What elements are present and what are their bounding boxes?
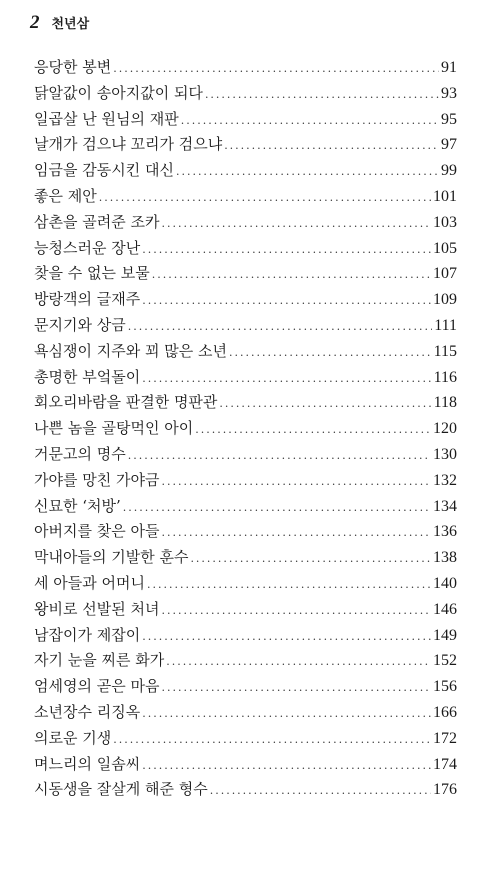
dot-leader [123, 501, 431, 514]
toc-entry [34, 778, 457, 804]
toc-entry-title: 능청스러운 장난 [34, 238, 141, 257]
toc-entry-page: 152 [433, 652, 457, 670]
toc-entry-page: 115 [433, 342, 457, 360]
dot-leader [128, 320, 432, 333]
toc-entry-title: 왕비로 선발된 처녀 [34, 599, 160, 618]
dot-leader [99, 191, 431, 204]
toc-entry-page: 134 [433, 497, 457, 515]
dot-leader [181, 114, 439, 127]
toc-entry [34, 753, 457, 779]
toc-entry [34, 391, 457, 417]
toc-entry-title: 삼촌을 골려준 조카 [34, 212, 160, 231]
dot-leader [142, 759, 431, 772]
toc-entry [34, 159, 457, 185]
toc-entry-page: 149 [433, 626, 457, 644]
toc-entry-title: 나쁜 놈을 골탕먹인 아이 [34, 419, 194, 438]
toc-entry [34, 701, 457, 727]
dot-leader [219, 397, 431, 410]
toc-entry-page: 111 [434, 316, 457, 334]
toc-entry [34, 56, 457, 82]
toc-entry [34, 649, 457, 675]
toc-entry [34, 288, 457, 314]
toc-entry [34, 417, 457, 443]
dot-leader [142, 294, 431, 307]
toc-entry-title: 좋은 제안 [34, 186, 97, 205]
toc-entry-title: 남잡이가 제잡이 [34, 625, 141, 644]
dot-leader [224, 139, 439, 152]
dot-leader [128, 449, 431, 462]
dot-leader [152, 268, 431, 281]
toc-entry-title: 시동생을 잘살게 해준 형수 [34, 780, 208, 799]
toc-entry-title: 응당한 봉변 [34, 58, 112, 76]
dot-leader [161, 217, 431, 230]
toc-entry-page: 109 [433, 291, 457, 309]
toc-entry-title: 찾을 수 없는 보물 [34, 264, 150, 283]
toc-entry-page: 136 [433, 523, 457, 541]
toc-entry-page: 138 [433, 549, 457, 567]
toc-entry [34, 469, 457, 495]
dot-leader [142, 630, 431, 643]
toc-entry [34, 366, 457, 392]
toc-entry-page: 172 [433, 729, 457, 747]
toc-entry [34, 546, 457, 572]
toc-entry-title: 욕심쟁이 지주와 꾀 많은 소년 [34, 341, 227, 360]
toc-entry [34, 520, 457, 546]
page-number: 2 [30, 12, 40, 33]
toc-entry-title: 막내아들의 기발한 훈수 [34, 548, 189, 567]
toc-entry-page: 105 [433, 239, 457, 257]
toc-entry [34, 727, 457, 753]
dot-leader [161, 604, 431, 617]
toc-entry-title: 총명한 부엌돌이 [34, 367, 141, 386]
toc-entry [34, 624, 457, 650]
dot-leader [113, 62, 439, 75]
toc-entry-title: 날개가 검으냐 꼬리가 검으냐 [34, 135, 223, 154]
toc-entry-title: 소년장수 리징옥 [34, 702, 141, 721]
dot-leader [190, 552, 431, 565]
toc-entry-page: 91 [441, 59, 457, 76]
toc-entry-title: 의로운 기생 [34, 728, 112, 747]
toc-entry-title: 거문고의 명수 [34, 444, 126, 463]
dot-leader [147, 578, 431, 591]
toc-entry-title: 방랑객의 글재주 [34, 290, 141, 309]
dot-leader [229, 346, 432, 359]
dot-leader [142, 707, 431, 720]
toc-entry-title: 회오리바람을 판결한 명판관 [34, 393, 218, 412]
toc-entry-title: 자기 눈을 찌른 화가 [34, 651, 165, 670]
toc-entry-page: 99 [441, 162, 457, 180]
toc-entry [34, 262, 457, 288]
toc-entry-page: 118 [433, 394, 457, 412]
toc-entry-title: 가야를 망친 가야금 [34, 470, 160, 489]
toc-entry [34, 211, 457, 237]
toc-entry [34, 314, 457, 340]
toc-entry-title: 며느리의 일솜씨 [34, 754, 141, 773]
toc-entry-title: 임금을 감동시킨 대신 [34, 161, 174, 180]
toc-entry-page: 97 [441, 136, 457, 154]
dot-leader [176, 165, 439, 178]
toc-entry-page: 132 [433, 471, 457, 489]
toc-entry-title: 신묘한 ‘처방’ [34, 496, 121, 515]
toc-entry-title: 엄세영의 곧은 마음 [34, 677, 160, 696]
toc-entry-title: 아버지를 찾은 아들 [34, 522, 160, 541]
toc-entry-page: 107 [433, 265, 457, 283]
dot-leader [142, 372, 431, 385]
toc-entry-page: 120 [433, 420, 457, 438]
table-of-contents [34, 56, 457, 804]
toc-entry [34, 572, 457, 598]
toc-entry-page: 156 [433, 678, 457, 696]
dot-leader [195, 423, 431, 436]
toc-entry-page: 95 [441, 110, 457, 128]
toc-entry-page: 93 [441, 84, 457, 102]
dot-leader [113, 733, 431, 746]
toc-entry-title: 닭알값이 송아지값이 되다 [34, 83, 203, 102]
toc-entry [34, 443, 457, 469]
toc-entry-page: 174 [433, 755, 457, 773]
toc-entry-page: 176 [433, 781, 457, 799]
toc-entry-title: 일곱살 난 원님의 재판 [34, 109, 179, 128]
toc-entry [34, 237, 457, 263]
toc-entry-page: 116 [433, 368, 457, 386]
toc-entry-page: 140 [433, 574, 457, 592]
dot-leader [205, 88, 439, 101]
toc-entry [34, 340, 457, 366]
toc-entry-page: 101 [433, 187, 457, 205]
toc-entry [34, 108, 457, 134]
dot-leader [210, 784, 431, 797]
dot-leader [142, 243, 431, 256]
toc-entry [34, 598, 457, 624]
toc-entry [34, 185, 457, 211]
toc-entry [34, 675, 457, 701]
toc-entry [34, 82, 457, 108]
toc-entry-title: 세 아들과 어머니 [34, 573, 145, 592]
toc-entry [34, 133, 457, 159]
dot-leader [161, 681, 431, 694]
toc-entry-page: 146 [433, 600, 457, 618]
toc-entry-page: 130 [433, 445, 457, 463]
toc-entry [34, 495, 457, 521]
dot-leader [161, 475, 431, 488]
toc-entry-page: 166 [433, 703, 457, 721]
dot-leader [161, 526, 431, 539]
toc-entry-page: 103 [433, 213, 457, 231]
running-title: 천년삼 [51, 17, 90, 32]
dot-leader [166, 655, 431, 668]
toc-entry-title: 문지기와 상금 [34, 315, 126, 334]
page-header [30, 12, 89, 34]
